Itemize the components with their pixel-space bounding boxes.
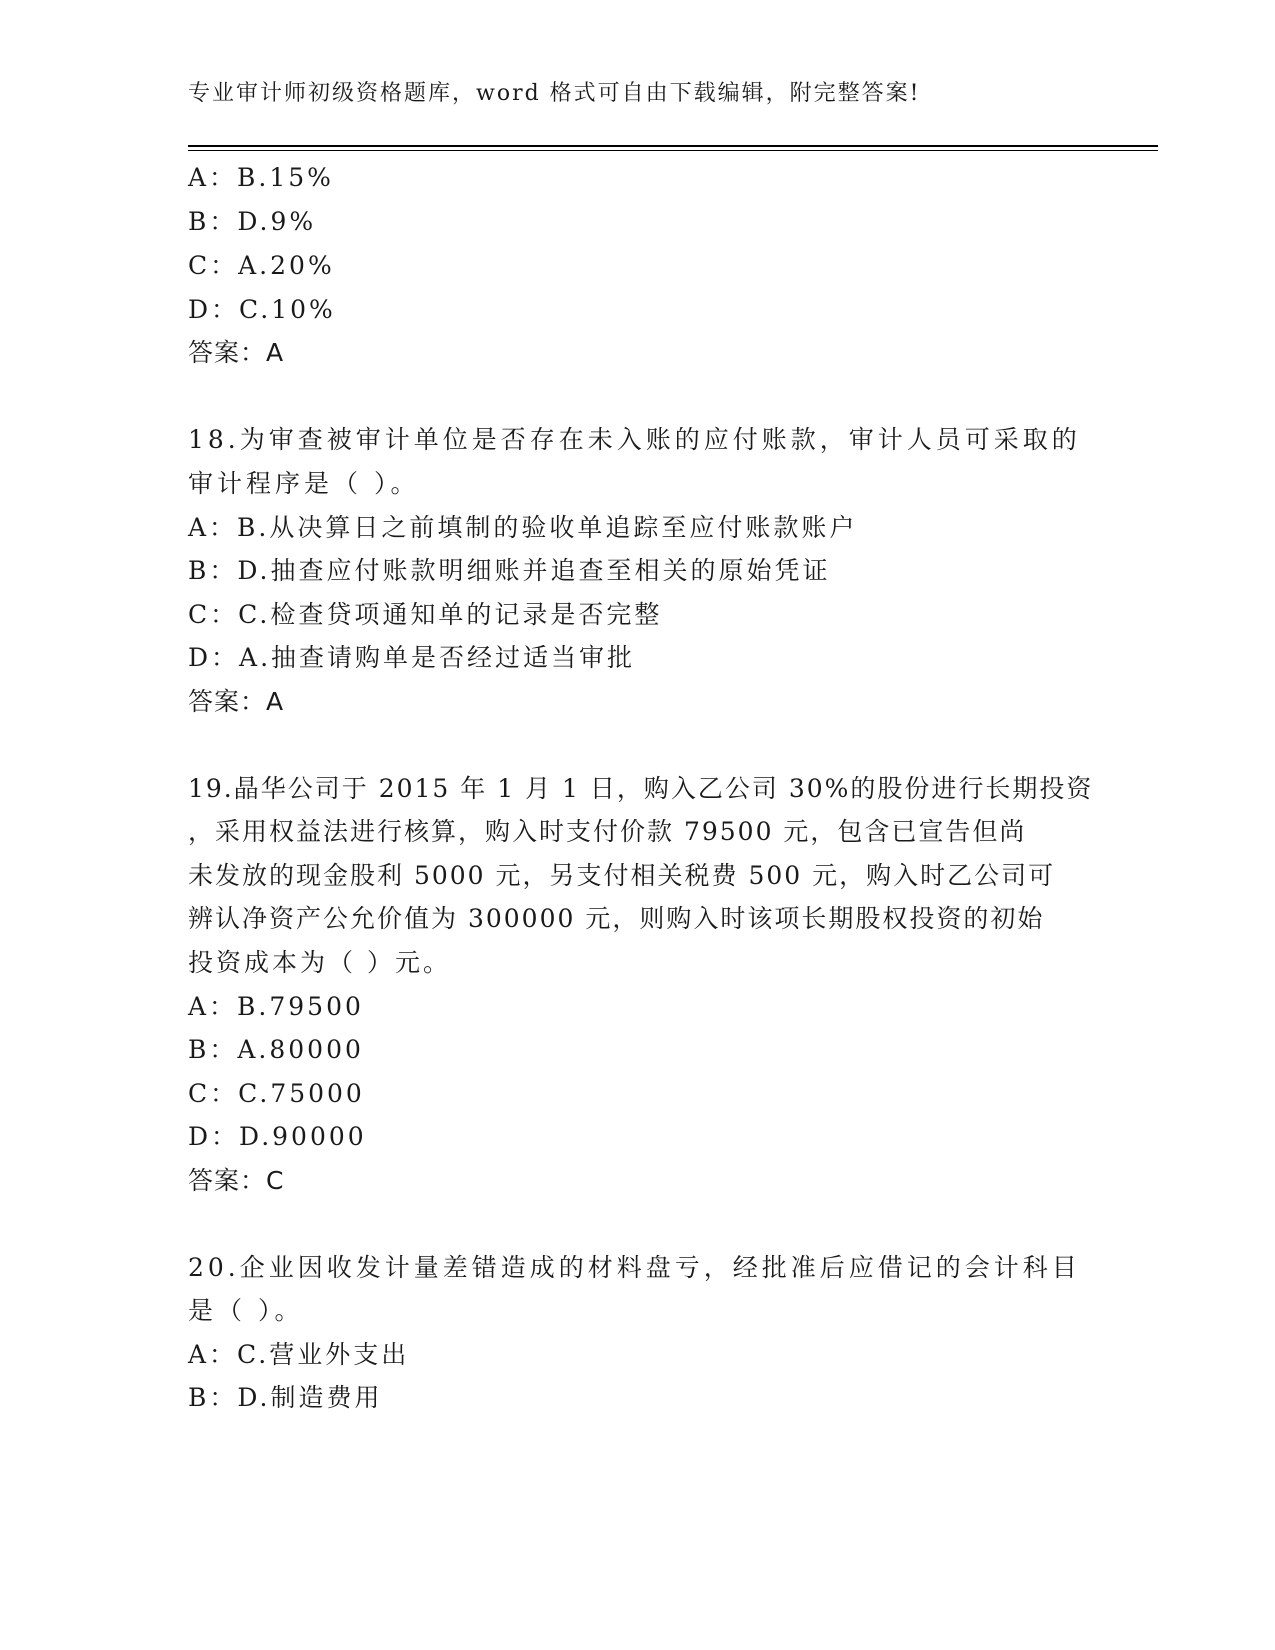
question-18-option-c: C：C.检查贷项通知单的记录是否完整 <box>188 600 663 629</box>
question-19-answer: 答案：C <box>188 1166 285 1195</box>
question-20-line-1: 20.企业因收发计量差错造成的材料盘亏，经批准后应借记的会计科目 <box>188 1253 1081 1282</box>
answer: 答案：A <box>188 338 285 367</box>
question-19-line-1: 19.晶华公司于 2015 年 1 月 1 日，购入乙公司 30%的股份进行长期投资 <box>188 774 1094 803</box>
question-18-line-1: 18.为审查被审计单位是否存在未入账的应付账款，审计人员可采取的 <box>188 425 1081 454</box>
question-18-option-b: B：D.抽查应付账款明细账并追查至相关的原始凭证 <box>188 556 831 585</box>
question-18-option-a: A：B.从决算日之前填制的验收单追踪至应付账款账户 <box>188 513 858 542</box>
option-b: B：D.9% <box>188 207 317 236</box>
question-19-line-3: 未发放的现金股利 5000 元，另支付相关税费 500 元，购入时乙公司可 <box>188 861 1056 890</box>
question-19-option-d: D：D.90000 <box>188 1122 367 1151</box>
question-18-line-2: 审计程序是（ ）。 <box>188 469 420 498</box>
question-18-option-d: D：A.抽查请购单是否经过适当审批 <box>188 643 636 672</box>
question-18-answer: 答案：A <box>188 687 285 716</box>
option-c: C：A.20% <box>188 251 335 280</box>
question-19-line-2: ，采用权益法进行核算，购入时支付价款 79500 元，包含已宣告但尚 <box>188 817 1027 846</box>
option-a: A：B.15% <box>188 163 334 192</box>
question-20-option-a: A：C.营业外支出 <box>188 1340 410 1369</box>
question-20-option-b: B：D.制造费用 <box>188 1383 383 1412</box>
question-19-line-4: 辨认净资产公允价值为 300000 元，则购入时该项长期股权投资的初始 <box>188 904 1045 933</box>
header-rule-thick <box>188 145 1158 147</box>
header-rule-thin <box>188 150 1158 151</box>
question-19-line-5: 投资成本为（ ）元。 <box>188 948 451 977</box>
question-19-option-a: A：B.79500 <box>188 992 364 1021</box>
option-d: D：C.10% <box>188 295 336 324</box>
question-20-line-2: 是（ ）。 <box>188 1296 304 1325</box>
question-19-option-c: C：C.75000 <box>188 1079 365 1108</box>
page-header: 专业审计师初级资格题库，word 格式可自由下载编辑，附完整答案! <box>188 81 921 106</box>
question-19-option-b: B：A.80000 <box>188 1035 364 1064</box>
